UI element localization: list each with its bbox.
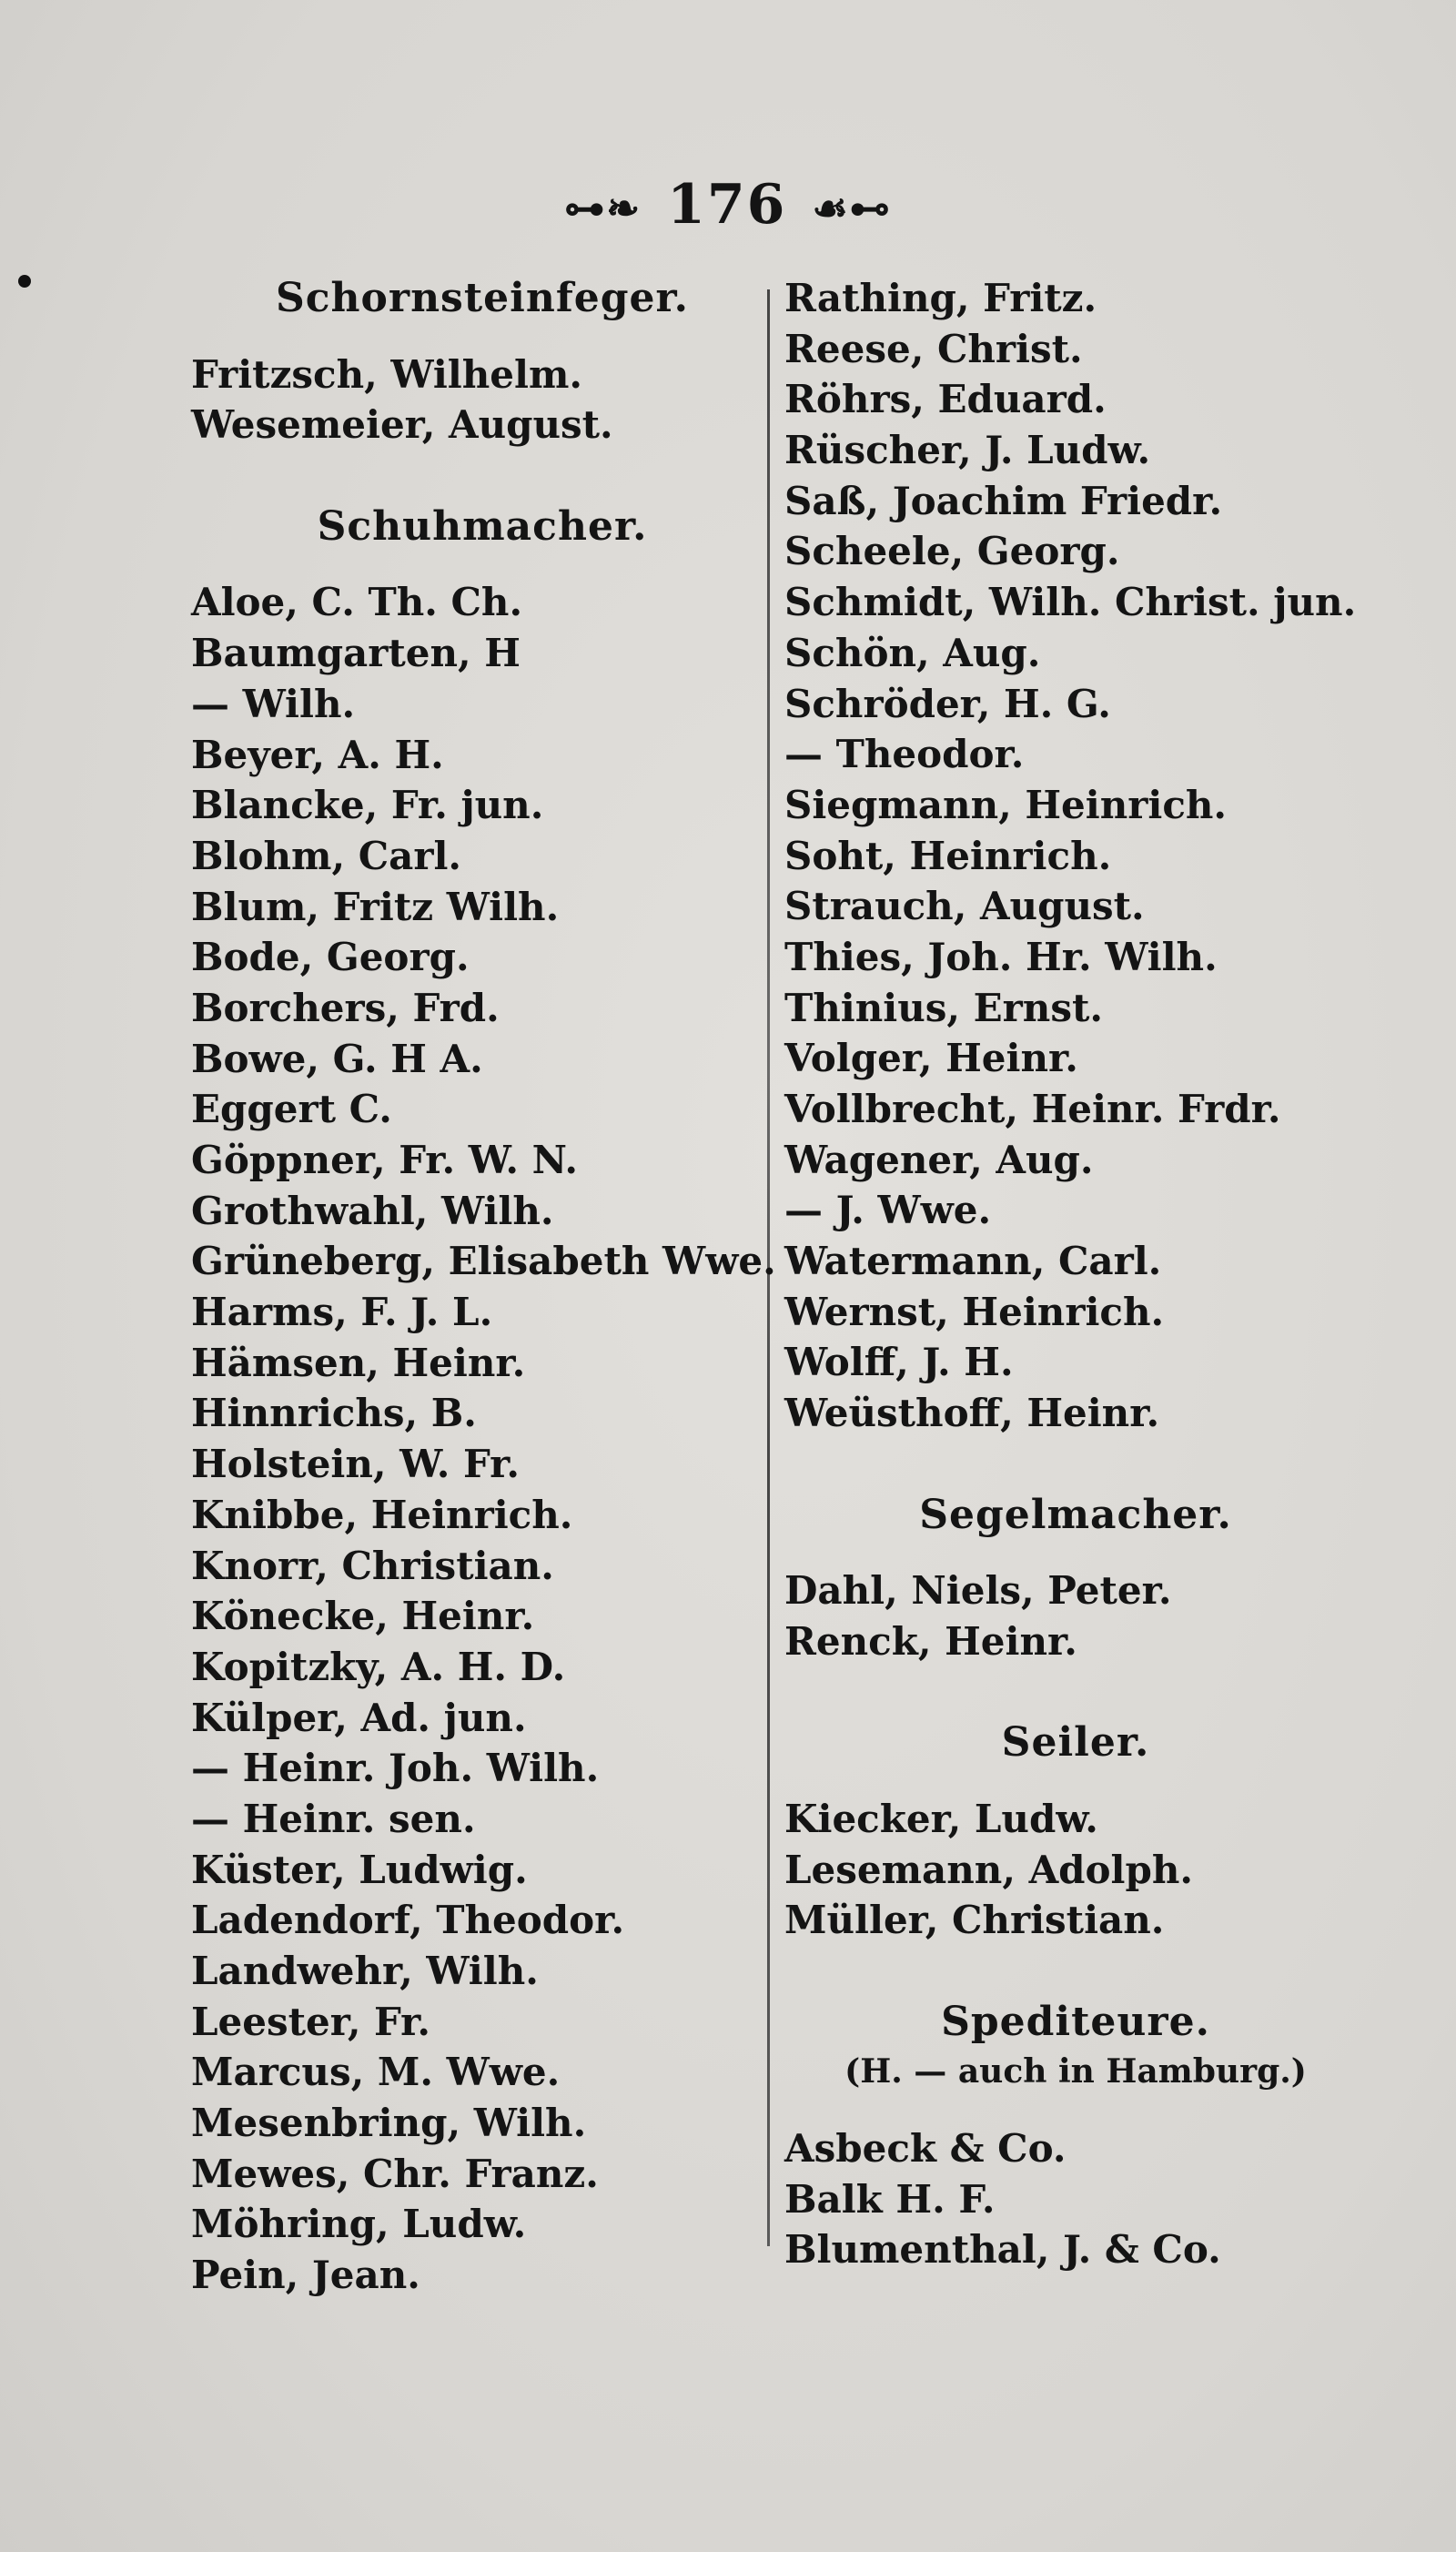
section-heading: Seiler. (1001, 1719, 1150, 1767)
list-item: Könecke, Heinr. (191, 1594, 535, 1639)
list-item: Volger, Heinr. (784, 1036, 1078, 1081)
list-item: Saß, Joachim Friedr. (784, 478, 1223, 523)
list-item: Schmidt, Wilh. Christ. jun. (784, 580, 1357, 625)
list-item: Lesemann, Adolph. (784, 1847, 1194, 1892)
list-item: Möhring, Ludw. (191, 2202, 527, 2247)
list-item: Kopitzky, A. H. D. (191, 1644, 566, 1689)
list-item: Blum, Fritz Wilh. (191, 884, 560, 929)
section-heading: Spediteure. (941, 1998, 1210, 2045)
section-heading: Schuhmacher. (317, 502, 648, 550)
list-item: Blancke, Fr. jun. (191, 783, 544, 828)
list-item: Mesenbring, Wilh. (191, 2101, 587, 2146)
ink-dot (18, 275, 31, 288)
section-note: (H. — auch in Hamburg.) (844, 2052, 1307, 2091)
list-item: Bowe, G. H A. (191, 1036, 483, 1081)
list-item: Göppner, Fr. W. N. (191, 1138, 578, 1182)
list-item: — Heinr. Joh. Wilh. (191, 1746, 600, 1791)
list-item: Marcus, M. Wwe. (191, 2050, 561, 2095)
list-item: Knorr, Christian. (191, 1543, 554, 1588)
list-item: Holstein, W. Fr. (191, 1442, 520, 1487)
list-item: Dahl, Niels, Peter. (784, 1568, 1172, 1614)
list-item: Borchers, Frd. (191, 985, 500, 1030)
list-item: Röhrs, Eduard. (784, 377, 1107, 422)
list-item: Bode, Georg. (191, 935, 470, 980)
list-item: Blohm, Carl. (191, 833, 462, 878)
list-item: Landwehr, Wilh. (191, 1949, 539, 1993)
list-item: Grothwahl, Wilh. (191, 1188, 554, 1233)
list-item: Külper, Ad. jun. (191, 1695, 527, 1740)
section-heading: Schornsteinfeger. (275, 275, 689, 321)
list-item: Kiecker, Ludw. (784, 1796, 1098, 1841)
left-column (191, 273, 774, 2301)
list-item: Wagener, Aug. (784, 1137, 1094, 1182)
list-item: Leester, Fr. (191, 1999, 431, 2044)
list-item: Wernst, Heinrich. (784, 1289, 1165, 1334)
list-item: Renck, Heinr. (784, 1618, 1077, 1664)
list-item: Strauch, August. (784, 884, 1145, 929)
list-item: — Heinr. sen. (191, 1796, 476, 1841)
left-ornament-icon: ⊶❧ (564, 186, 642, 232)
list-item: Beyer, A. H. (191, 732, 444, 777)
list-item: Rathing, Fritz. (784, 276, 1097, 320)
list-item: Hinnrichs, B. (191, 1391, 477, 1436)
page-number: 176 (667, 173, 787, 237)
list-item: — J. Wwe. (784, 1188, 992, 1233)
list-item: Aloe, C. Th. Ch. (191, 580, 523, 625)
list-item: Thies, Joh. Hr. Wilh. (784, 934, 1218, 979)
list-item: Küster, Ludwig. (191, 1847, 528, 1892)
list-item: Scheele, Georg. (784, 529, 1120, 574)
list-item: Vollbrecht, Heinr. Frdr. (784, 1087, 1281, 1131)
list-item: Weüsthoff, Heinr. (784, 1391, 1160, 1436)
right-column (784, 273, 1367, 2275)
list-item: Baumgarten, H (191, 631, 521, 676)
list-item: Blumenthal, J. & Co. (784, 2227, 1221, 2273)
list-item: Pein, Jean. (191, 2253, 420, 2298)
list-item: Müller, Christian. (784, 1898, 1165, 1943)
right-ornament-icon: ☙⊷ (812, 186, 892, 232)
list-item: Schön, Aug. (784, 630, 1041, 675)
section-heading: Segelmacher. (919, 1491, 1232, 1538)
list-item: Watermann, Carl. (784, 1239, 1162, 1284)
list-item: Siegmann, Heinrich. (784, 782, 1228, 827)
list-item: Fritzsch, Wilhelm. (191, 351, 583, 397)
list-item: Soht, Heinrich. (784, 833, 1112, 878)
list-item: Wolff, J. H. (784, 1340, 1014, 1385)
list-item: Eggert C. (191, 1087, 392, 1132)
list-item: — Theodor. (784, 732, 1025, 777)
list-item: Asbeck & Co. (784, 2126, 1067, 2172)
list-item: Schröder, H. G. (784, 681, 1111, 726)
list-item: Grüneberg, Elisabeth Wwe. (191, 1239, 776, 1284)
list-item: Mewes, Chr. Franz. (191, 2151, 599, 2196)
list-item: Rüscher, J. Ludw. (784, 428, 1151, 473)
list-item: Knibbe, Heinrich. (191, 1492, 573, 1537)
list-item: Thinius, Ernst. (784, 985, 1104, 1030)
list-item: Balk H. F. (784, 2176, 996, 2222)
list-item: Reese, Christ. (784, 326, 1083, 371)
list-item: Ladendorf, Theodor. (191, 1898, 625, 1943)
list-item: Wesemeier, August. (191, 402, 613, 448)
list-item: Hämsen, Heinr. (191, 1340, 526, 1385)
page-header (0, 173, 1456, 237)
list-item: — Wilh. (191, 681, 356, 726)
list-item: Harms, F. J. L. (191, 1290, 493, 1335)
